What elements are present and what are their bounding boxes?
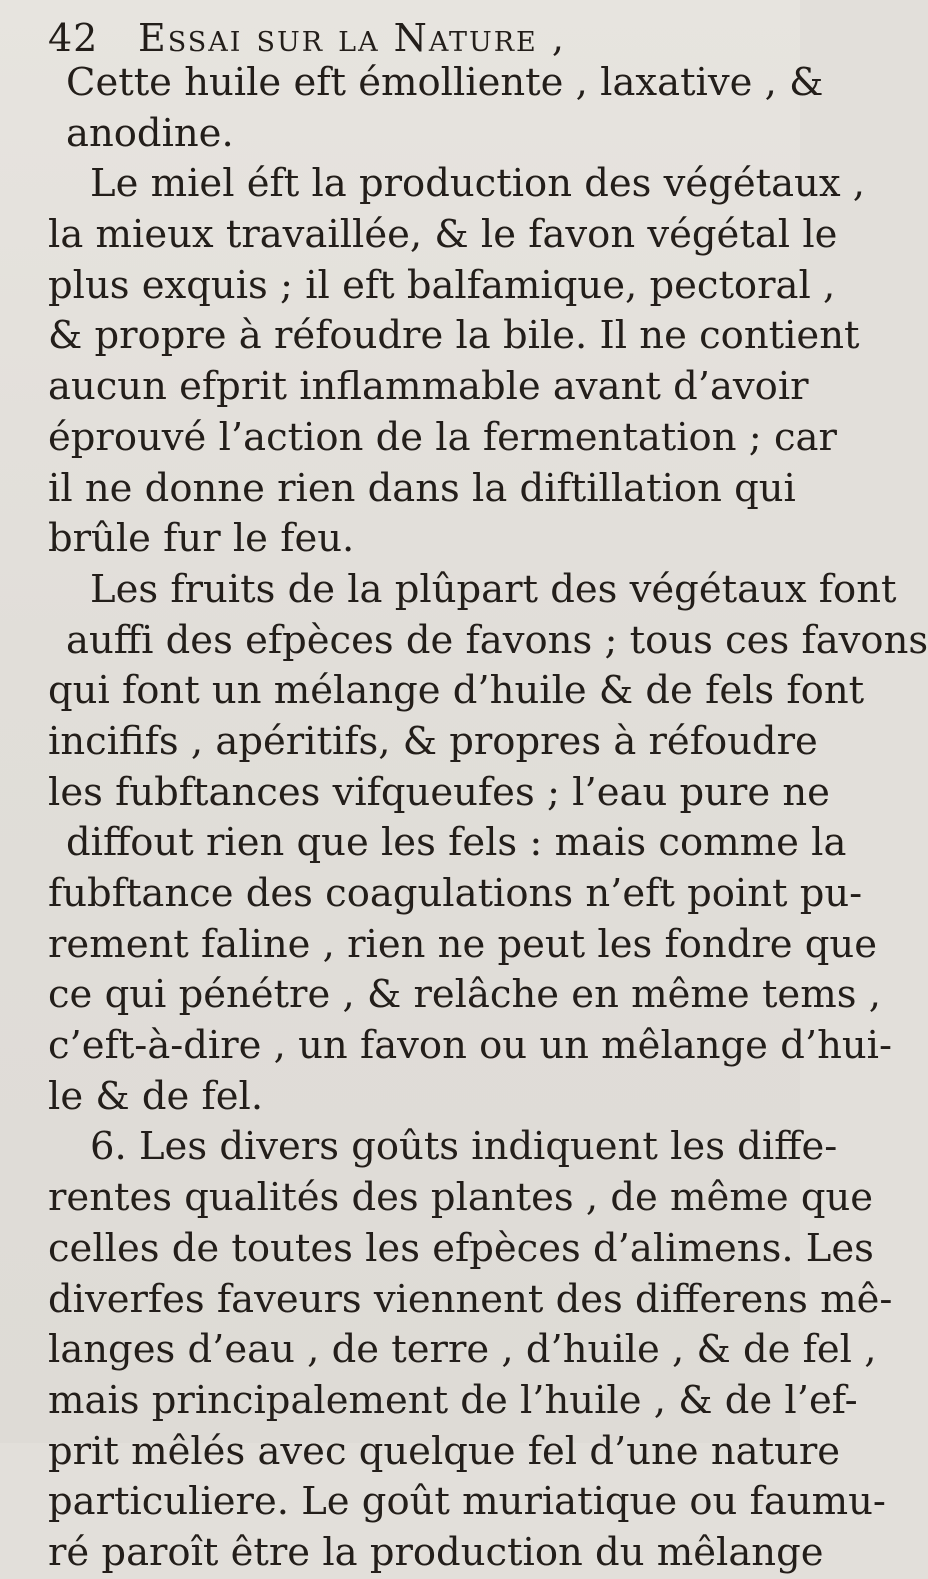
text-line: auffi des efpèces de favons ; tous ces favons bbox=[66, 617, 928, 663]
text-line: plus exquis ; il eft balfamique, pectoral , bbox=[48, 262, 836, 308]
text-line: 6. Les divers goûts indiquent les diffe- bbox=[90, 1124, 838, 1170]
text-line: & propre à réfoudre la bile. Il ne contient bbox=[48, 313, 860, 359]
text-line: diverfes faveurs viennent des differens mê- bbox=[48, 1276, 893, 1322]
text-line: celles de toutes les efpèces d’alimens. Les bbox=[48, 1225, 874, 1271]
running-title: Essai sur la Nature , bbox=[138, 16, 566, 60]
text-line: la mieux travaillée, & le favon végétal le bbox=[48, 212, 838, 258]
text-line: aucun efprit inflammable avant d’avoir bbox=[48, 364, 809, 410]
text-line: ce qui pénétre , & relâche en même tems , bbox=[48, 972, 881, 1018]
text-line: Le miel éft la production des végétaux , bbox=[90, 161, 866, 207]
text-line: rement faline , rien ne peut les fondre que bbox=[48, 921, 878, 967]
page-number: 42 bbox=[48, 16, 99, 60]
text-line: éprouvé l’action de la fermentation ; car bbox=[48, 414, 837, 460]
text-line: anodine. bbox=[66, 110, 234, 156]
text-line: mais principalement de l’huile , & de l’ef- bbox=[48, 1377, 858, 1423]
text-line: c’eft-à-dire , un favon ou un mêlange d’hui- bbox=[48, 1023, 892, 1069]
text-line: qui font un mélange d’huile & de fels font bbox=[48, 668, 865, 714]
text-line: langes d’eau , de terre , d’huile , & de fel , bbox=[48, 1327, 877, 1373]
text-line: particuliere. Le goût muriatique ou faumu- bbox=[48, 1479, 886, 1525]
text-line: fubftance des coagulations n’eft point pu- bbox=[48, 871, 863, 916]
page-header bbox=[48, 16, 566, 64]
text-line: Cette huile eft émolliente , laxative , & bbox=[66, 60, 824, 105]
text-line: les fubftances vifqueufes ; l’eau pure ne bbox=[48, 769, 830, 815]
text-line: Les fruits de la plûpart des végétaux font bbox=[90, 566, 897, 612]
text-line: rentes qualités des plantes , de même que bbox=[48, 1175, 874, 1221]
text-line: le & de fel. bbox=[48, 1073, 264, 1119]
text-line: prit mêlés avec quelque fel d’une nature bbox=[48, 1428, 841, 1474]
text-line: diffout rien que les fels : mais comme la bbox=[66, 820, 847, 866]
text-line: brûle fur le feu. bbox=[48, 516, 355, 562]
text-line: ré paroît être la production du mêlange bbox=[48, 1529, 824, 1575]
text-line: incififs , apéritifs, & propres à réfoudre bbox=[48, 718, 818, 764]
text-line: il ne donne rien dans la diftillation qui bbox=[48, 465, 796, 511]
page-body-text bbox=[48, 58, 928, 1579]
